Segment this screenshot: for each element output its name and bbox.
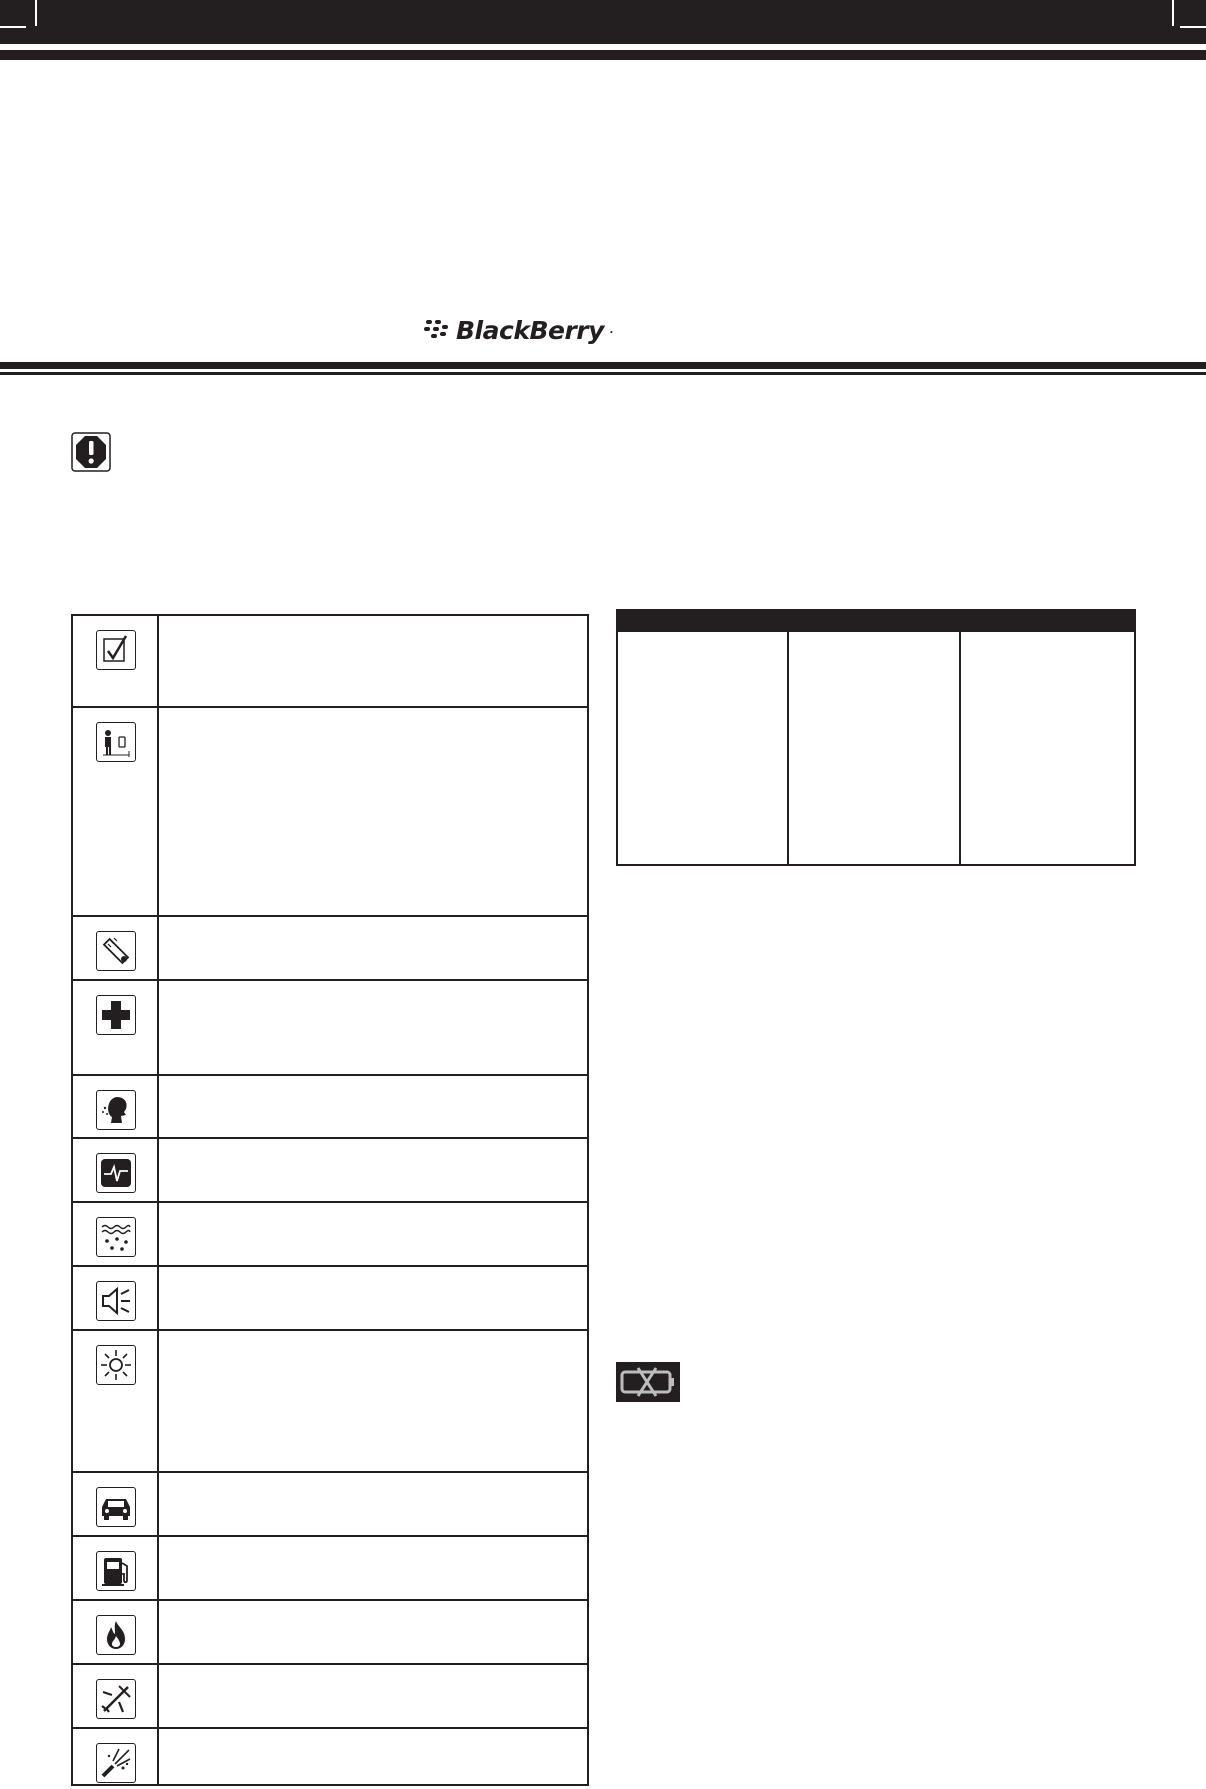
column-divider-2 [959,632,961,864]
table-row [73,1267,587,1331]
table-header-bar [618,611,1134,632]
table-row [73,708,587,917]
medical-cross-icon [96,995,136,1035]
table-row [73,1076,587,1139]
brand-reg-mark: . [609,324,614,336]
temperature-icon [96,931,136,971]
blackberry-logo-icon [422,319,450,341]
crop-mark-right-foot [1180,26,1206,28]
light-burst-icon [96,1345,136,1385]
person-device-distance-icon [96,722,136,762]
brand-name: BlackBerry [456,315,604,345]
choking-hazard-icon [96,1090,136,1130]
top-header-bar [0,0,1206,44]
header-rule [0,50,1206,60]
fire-icon [96,1615,136,1655]
table-row [73,1203,587,1267]
crop-mark-right [1172,0,1174,26]
section-rule-top [0,362,1206,369]
liquid-icon [96,1217,136,1257]
table-row [73,1601,587,1665]
table-row [73,981,587,1076]
heart-monitor-icon [96,1153,136,1193]
blackberry-logo [422,313,613,347]
airplane-icon [96,1679,136,1719]
table-row [73,1139,587,1203]
loud-speaker-icon [96,1281,136,1321]
table-row [73,1473,587,1537]
warning-stop-icon [71,432,111,472]
table-row [73,917,587,981]
battery-crossed-icon [616,1362,680,1402]
crop-mark-left [35,0,37,26]
vehicle-icon [96,1487,136,1527]
table-row [73,1729,587,1784]
checkmark-icon [96,630,136,670]
crop-mark-left-foot [0,26,26,28]
column-divider-1 [787,632,789,864]
blasting-icon [96,1743,136,1783]
table-row [73,1537,587,1601]
fuel-pump-icon [96,1551,136,1591]
table-row [73,1665,587,1729]
specification-table [616,609,1136,866]
section-rule-bottom [0,372,1206,375]
table-row [73,1331,587,1473]
safety-symbol-table [71,614,589,1786]
table-row [73,616,587,708]
